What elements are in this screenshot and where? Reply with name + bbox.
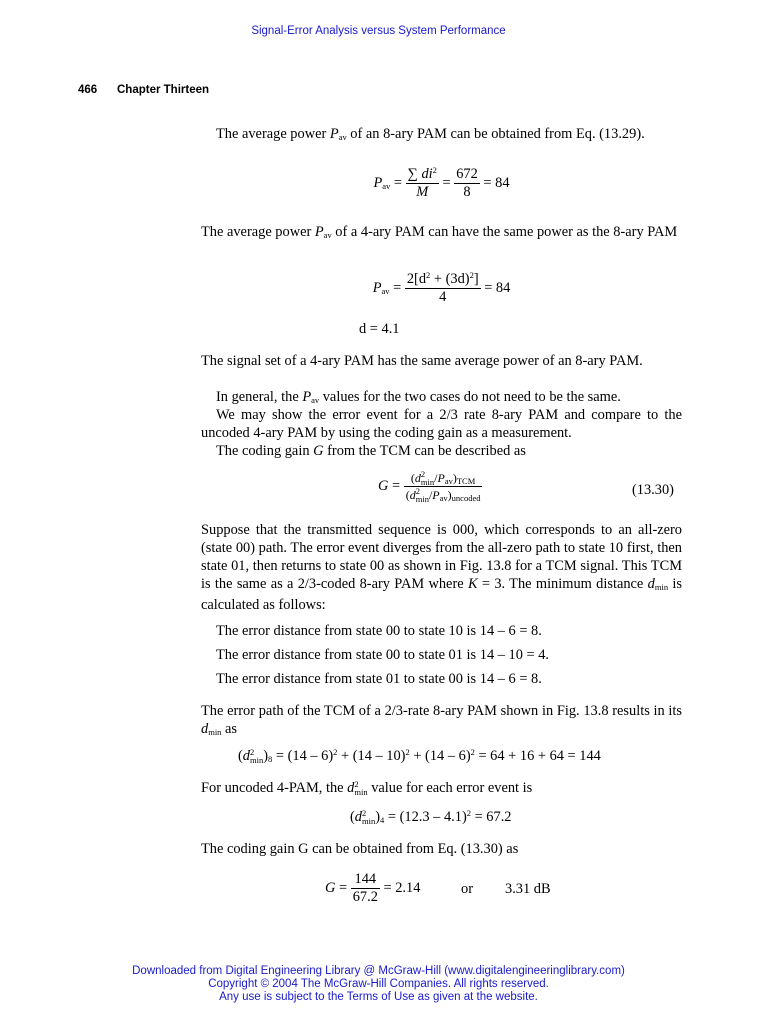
gain-db: 3.31 dB	[505, 881, 551, 897]
footer-terms: Any use is subject to the Terms of Use as given at the website.	[219, 991, 538, 1003]
footer-copyright: Copyright © 2004 The McGraw-Hill Companies. All rights reserved.	[208, 978, 549, 990]
equation-pav-8ary: $P_{av}$ = $\frac{\sum di^2}{M}$ = $\frac{672}{8}$ = 84	[373, 165, 510, 200]
paragraph-6: The coding gain G from the TCM can be described as	[216, 443, 526, 459]
equation-dmin-4: (d 2 min )$_4 = (12.3 - 4.1)^2 = 67.2$	[350, 808, 512, 826]
paragraph-9: For uncoded 4-PAM, the d 2 min value for each error event is	[201, 779, 533, 797]
paragraph-8: The error path of the TCM of a 2/3-rate 8-ary PAM shown in Fig. 13.8 results in its $d_{min}$ as	[201, 703, 682, 737]
paragraph-10: The coding gain G can be obtained from Eq. (13.30) as	[201, 841, 519, 857]
gain-or: or	[461, 881, 473, 897]
chapter-title: Chapter Thirteen	[117, 84, 210, 96]
paragraph-4: In general, the $P_{av}$ values for the two cases do not need to be the same.	[216, 389, 621, 405]
running-header: Signal-Error Analysis versus System Performance	[251, 25, 506, 37]
paragraph-3: The signal set of a 4-ary PAM has the same average power of an 8-ary PAM.	[201, 353, 643, 369]
d-value: d = 4.1	[359, 321, 400, 337]
paragraph-5: We may show the error event for a 2/3 rate 8-ary PAM and compare to the uncoded 4-ary PAM by using the coding gain as a measurement.	[201, 407, 682, 441]
equation-coding-gain: G = (d 2 min $/P_{av})_{TCM}$ (d 2 min $/P_{av})_{uncoded}$	[378, 469, 481, 504]
paragraph-1: The average power $P_{av}$ of an 8-ary PAM can be obtained from Eq. (13.29).	[216, 126, 645, 142]
page-number: 466	[78, 84, 98, 96]
equation-gain-result: G = $\frac{144}{67.2}$ = 2.14	[325, 871, 421, 905]
footer-link[interactable]: Downloaded from Digital Engineering Library @ McGraw-Hill (www.digitalengineeringlibrary.com)	[132, 965, 625, 977]
paragraph-2: The average power $P_{av}$ of a 4-ary PAM can have the same power as the 8-ary PAM	[201, 224, 678, 240]
equation-number: (13.30)	[632, 482, 674, 498]
paragraph-7: Suppose that the transmitted sequence is 000, which corresponds to an all-zero (state 00) path. The error event diverges from the all-zero path to state 10 first, then state 01, then returns to state 00 as shown in Fig. 13.8 for a TCM signal. This TCM is the same as a 2/3-coded 8-ary PAM where K = 3. The minimum distance $d_{min}$ is calculated as follows:	[201, 522, 682, 613]
equation-dmin-8: (d 2 min )$_8 = (14 - 6)^2 + (14 - 10)^2 + (14 - 6)^2 = 64 + 16 + 64 = 144$	[238, 747, 601, 765]
footer	[0, 965, 757, 1004]
list-item: The error distance from state 01 to state 00 is 14 – 6 = 8.	[216, 671, 542, 687]
equation-pav-4ary: $P_{av}$ = $\frac{2[d^2 + (3d)^2]}{4}$ = 84	[372, 270, 511, 305]
list-item: The error distance from state 00 to state 01 is 14 – 10 = 4.	[216, 647, 550, 663]
list-item: The error distance from state 00 to state 10 is 14 – 6 = 8.	[216, 623, 542, 639]
